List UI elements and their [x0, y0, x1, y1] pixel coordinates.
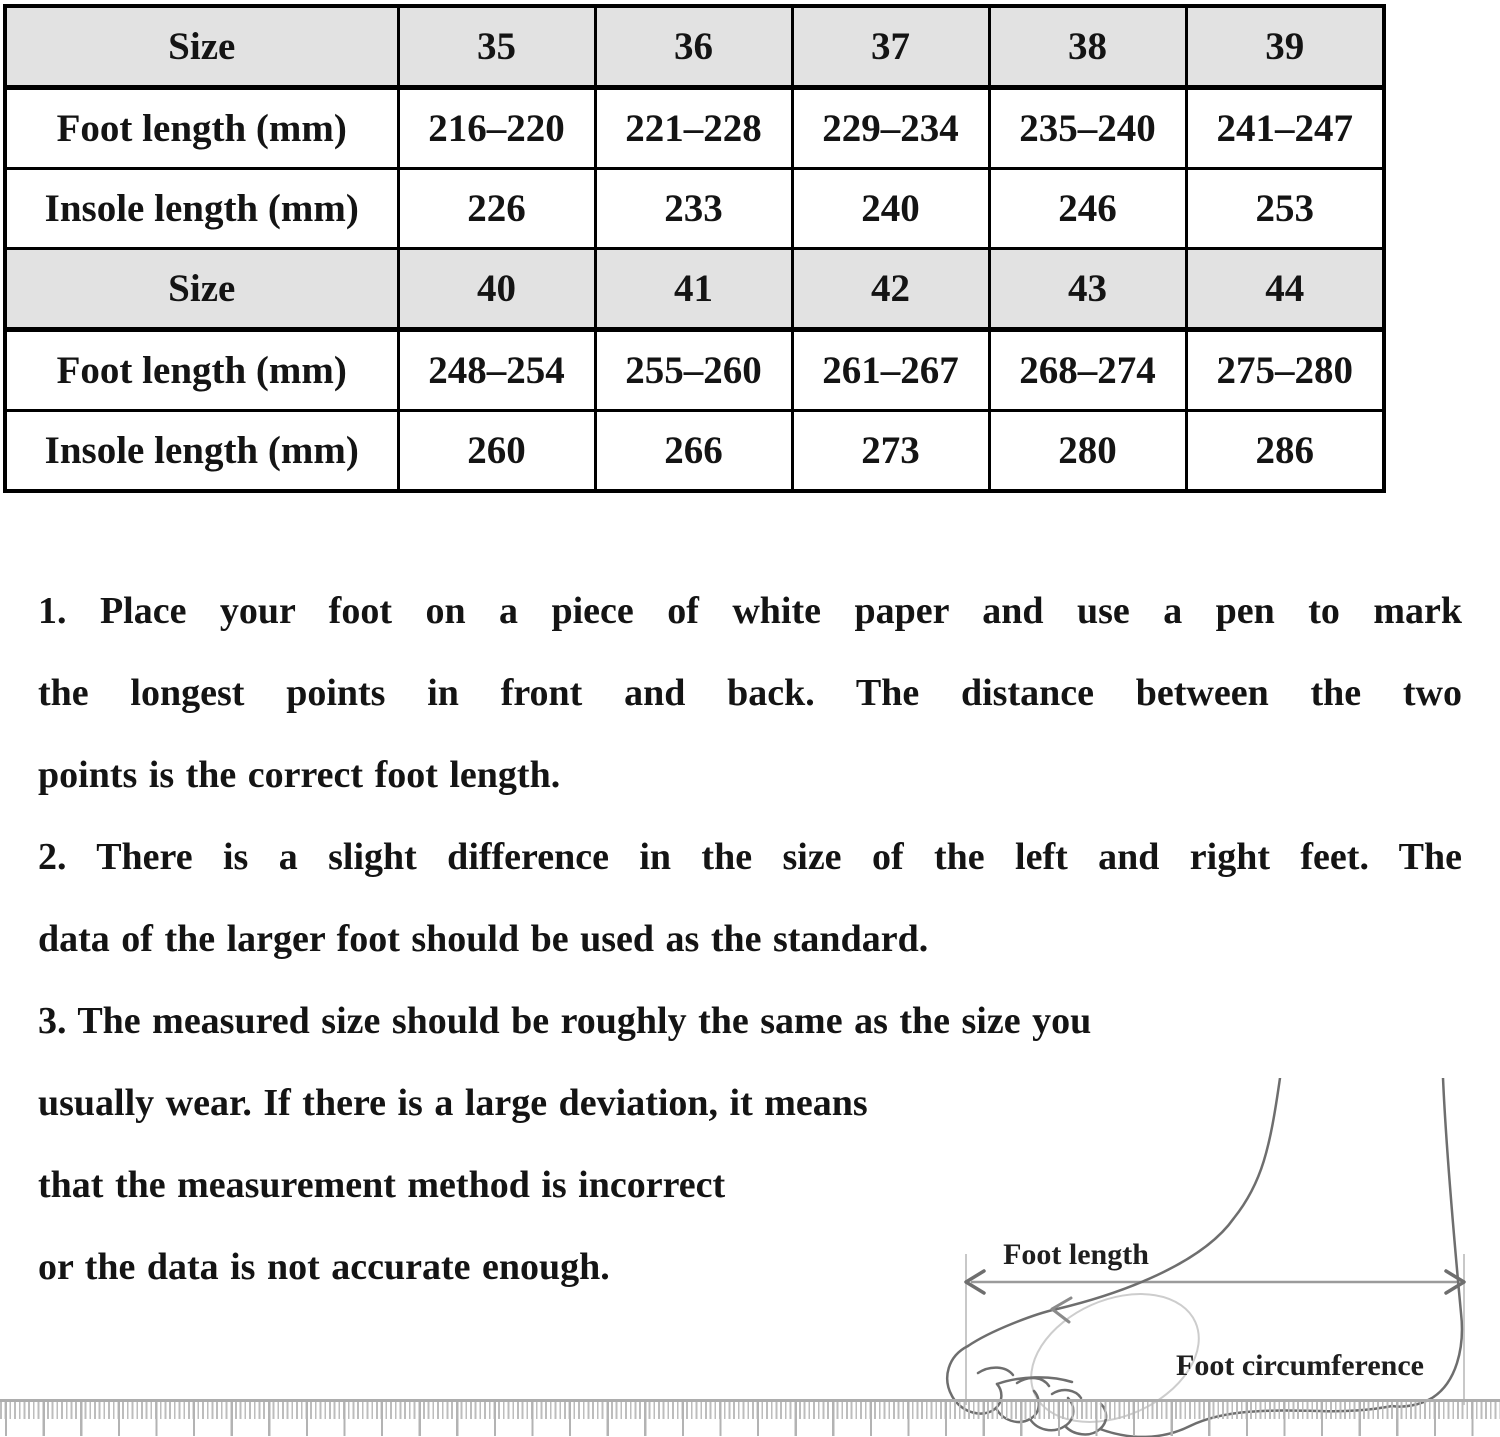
table-cell: 235–240: [989, 88, 1186, 169]
table-cell: 286: [1186, 411, 1384, 492]
size-chart-table: [3, 4, 1386, 493]
table-row-foot-length-1: [5, 88, 1384, 169]
foot-measurement-diagram: [940, 1078, 1500, 1437]
table-cell: 240: [792, 169, 989, 249]
table-cell: 273: [792, 411, 989, 492]
table-cell: 255–260: [595, 330, 792, 411]
ruler-large-ticks: [5, 1402, 1500, 1436]
table-cell: Foot length (mm): [5, 330, 398, 411]
table-cell: 229–234: [792, 88, 989, 169]
table-cell: 261–267: [792, 330, 989, 411]
table-row-size-header-1: [5, 6, 1384, 88]
instruction-line: 2. There is a slight difference in the size of the left and right feet. The: [38, 836, 1462, 878]
table-row-size-header-2: [5, 249, 1384, 330]
table-cell: Insole length (mm): [5, 169, 398, 249]
instruction-line: usually wear. If there is a large deviation, it means: [38, 1082, 868, 1124]
table-cell: 246: [989, 169, 1186, 249]
foot-length-arrow: [966, 1271, 1464, 1293]
table-cell: 248–254: [398, 330, 595, 411]
table-cell: 39: [1186, 6, 1384, 88]
instruction-line: or the data is not accurate enough.: [38, 1246, 610, 1288]
table-cell: Insole length (mm): [5, 411, 398, 492]
table-cell: 280: [989, 411, 1186, 492]
table-row-foot-length-2: [5, 330, 1384, 411]
instruction-line: that the measurement method is incorrect: [38, 1164, 726, 1206]
table-cell: 38: [989, 6, 1186, 88]
table-cell: 43: [989, 249, 1186, 330]
instruction-line: 3. The measured size should be roughly the same as the size you: [38, 1000, 1092, 1042]
instruction-line: data of the larger foot should be used as the standard.: [38, 918, 929, 960]
table-cell: 216–220: [398, 88, 595, 169]
table-cell: 226: [398, 169, 595, 249]
table-cell: 275–280: [1186, 330, 1384, 411]
table-cell: 36: [595, 6, 792, 88]
table-cell: 40: [398, 249, 595, 330]
instruction-line: the longest points in front and back. The distance between the two: [38, 672, 1462, 714]
table-cell: Size: [5, 6, 398, 88]
table-cell: 268–274: [989, 330, 1186, 411]
measurement-boundary-lines: [966, 1254, 1464, 1405]
table-row-insole-length-1: [5, 169, 1384, 249]
table-cell: 253: [1186, 169, 1384, 249]
table-cell: 221–228: [595, 88, 792, 169]
table-cell: 37: [792, 6, 989, 88]
instruction-line: 1. Place your foot on a piece of white paper and use a pen to mark: [38, 590, 1462, 632]
table-cell: 41: [595, 249, 792, 330]
table-row-insole-length-2: [5, 411, 1384, 492]
instruction-line: points is the correct foot length.: [38, 754, 561, 796]
table-cell: 266: [595, 411, 792, 492]
table-cell: Foot length (mm): [5, 88, 398, 169]
ruler: [0, 1399, 1500, 1437]
table-cell: 241–247: [1186, 88, 1384, 169]
table-cell: Size: [5, 249, 398, 330]
table-cell: 35: [398, 6, 595, 88]
table-cell: 233: [595, 169, 792, 249]
table-cell: 42: [792, 249, 989, 330]
foot-length-label: Foot length: [1003, 1238, 1149, 1271]
table-cell: 44: [1186, 249, 1384, 330]
table-cell: 260: [398, 411, 595, 492]
foot-circumference-label: Foot circumference: [1176, 1349, 1424, 1382]
